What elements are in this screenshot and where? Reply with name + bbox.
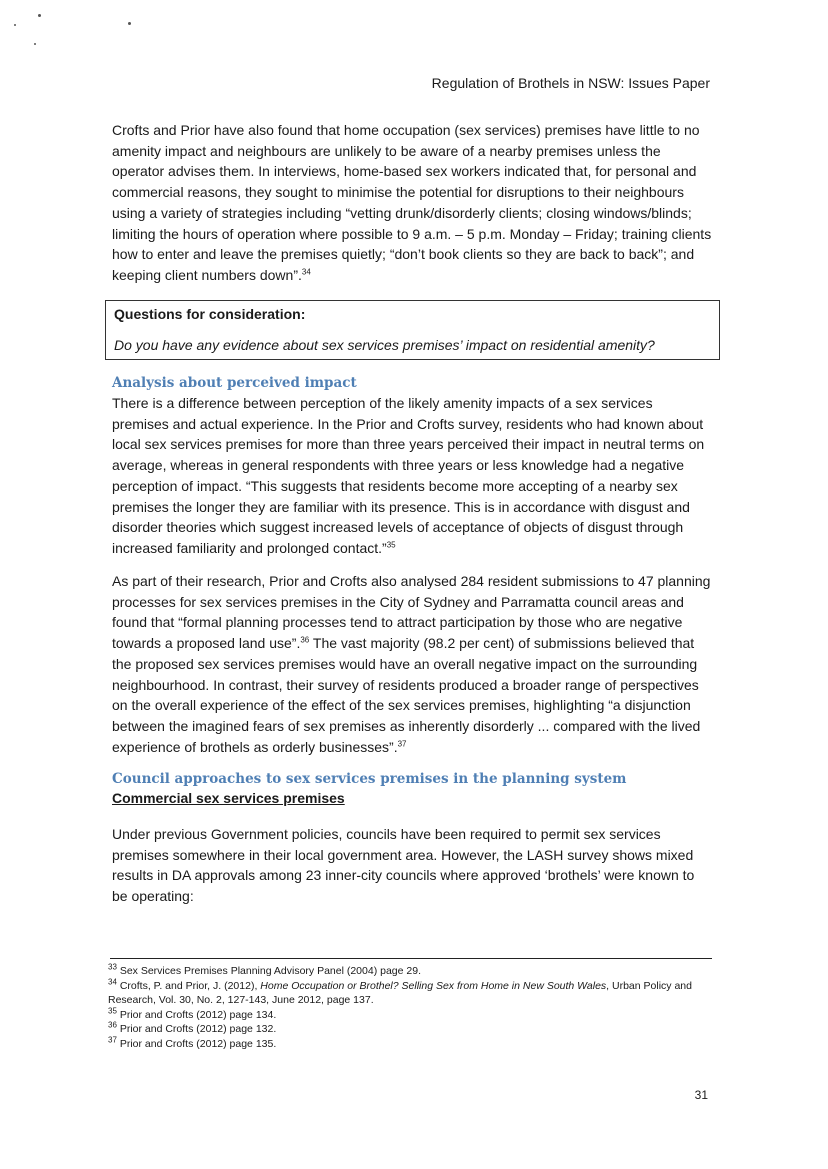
footnote-ref: 34 (301, 267, 311, 277)
question-text: Do you have any evidence about sex services premises’ impact on residential amenity? (114, 337, 655, 353)
footnote-number: 35 (108, 1006, 117, 1016)
footnote-list (108, 964, 714, 1052)
footnote-divider (110, 958, 712, 959)
footnote: $^{33}$ Sex Services Premises Planning Advisory Panel (2004) page 29. (108, 962, 421, 977)
footnote-number: 34 (108, 977, 117, 987)
footnote-ref: 36 (300, 635, 310, 645)
page-number: 31 (694, 1088, 708, 1102)
scan-speck (38, 14, 41, 17)
footnote-number: 36 (108, 1020, 117, 1030)
footnote: $^{35}$ Prior and Crofts (2012) page 134. (108, 1006, 277, 1021)
questions-box-title: Questions for consideration: (114, 306, 306, 322)
footnote-number: 33 (108, 962, 117, 972)
footnote: $^{37}$ Prior and Crofts (2012) page 135. (108, 1035, 277, 1050)
questions-box (105, 300, 720, 360)
footnote-ref: 35 (386, 540, 396, 550)
footnote-number: 37 (108, 1035, 117, 1045)
paragraph-home-occupation: Crofts and Prior have also found that home occupation (sex services) premises have little to no amenity impact and neighbours are unlikely to be aware of a nearby premises unless the operator advises them. In interviews, home-based sex workers indicated that, for personal and commercial reasons, they sought to minimise the potential for disruptions to their neighbours using a variety of strategies including “vetting drunk/disorderly clients; closing windows/blinds; limiting the hours of operation where possible to 9 a.m. – 5 p.m. Monday – Friday; training clients how to enter and leave the premises quietly; “don’t book clients so they are back to back”; and keeping client numbers down”.$^{34}$ (112, 122, 712, 283)
section-heading-analysis: Analysis about perceived impact (112, 375, 357, 391)
paragraph-council-approvals: Under previous Government policies, councils have been required to permit sex services premises somewhere in their local government area. However, the LASH survey shows mixed results in DA approvals among 23 inner-city councils where approved ‘brothels’ were known to be operating: (112, 826, 695, 905)
footnote-ref: 37 (397, 738, 407, 748)
paragraph-submissions: As part of their research, Prior and Crofts also analysed 284 resident submissions to 47 planning processes for sex services premises in the City of Sydney and Parramatta council areas and found that “formal planning processes tend to attract participation by those who are negative towards a proposed land use”.$^{36}$ The vast majority (98.2 per cent) of submissions believed that the proposed sex services premises would have an overall negative impact on the surrounding neighbourhood. In contrast, their survey of residents produced a broader range of perspectives on the overall experience of the effect of the sex services premises, highlighting “a disjunction between the imagined fears of sex premises as inherently disorderly ... compared with the lived experience of brothels as orderly businesses”.$^{37}$ (112, 573, 711, 755)
scan-speck (14, 24, 16, 26)
footnote: $^{36}$ Prior and Crofts (2012) page 132. (108, 1020, 277, 1036)
section-heading-council: Council approaches to sex services premises in the planning system (112, 771, 627, 787)
footnote: $^{34}$ Crofts, P. and Prior, J. (2012), Home Occupation or Brothel? Selling Sex from Home in New South Wales, Urban Policy and Research, Vol. 30, No. 2, 127-143, June 2012, page 137. (108, 977, 692, 1007)
paragraph-perception: There is a difference between perception of the likely amenity impacts of a sex services premises and actual experience. In the Prior and Crofts survey, residents who had known about local sex services premises for more than three years perceived their impact in neutral terms on average, whereas in general respondents with three years or less knowledge had a negative perception of impact. “This suggests that residents become more accepting of a nearby sex premises the longer they are familiar with its presence. This is in accordance with disgust and disorder theories which suggest increased levels of acceptance of objects of disgust through increased familiarity and prolonged contact.”$^{35}$ (112, 395, 705, 556)
scan-speck (34, 43, 36, 45)
running-header: Regulation of Brothels in NSW: Issues Paper (431, 75, 710, 91)
scan-speck (128, 22, 131, 25)
subheading-commercial: Commercial sex services premises (112, 790, 345, 806)
